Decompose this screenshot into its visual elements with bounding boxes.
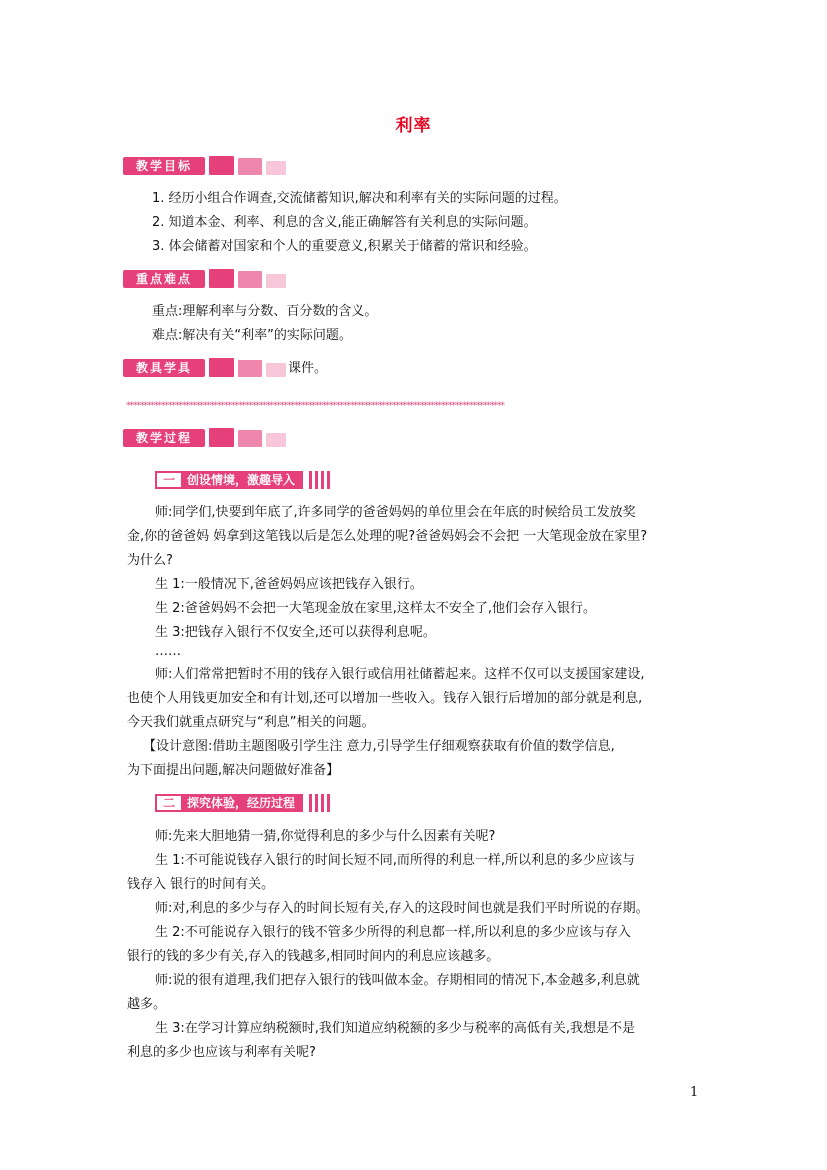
decor-square-icon [238, 158, 262, 175]
paragraph-line: 也使个人用钱更加安全和有计划,还可以增加一些收入。钱存入银行后增加的部分就是利息, [127, 691, 643, 706]
paragraph-line: 【设计意图:借助主题图吸引学生注 意力,引导学生仔细观察获取有价值的数学信息, [143, 739, 615, 754]
subsection-number: 二 [157, 796, 181, 810]
decor-bars-icon [306, 794, 330, 812]
goal-item: 2. 知道本金、利率、利息的含义,能正确解答有关利息的实际问题。 [152, 215, 537, 230]
subsection-header-1 [155, 469, 330, 491]
section-label: 教学目标 [123, 157, 205, 175]
decor-square-icon [238, 360, 262, 377]
paragraph-line: 师:对,利息的多少与存入的时间长短有关,存入的这段时间也就是我们平时所说的存期。 [155, 901, 649, 916]
goal-item: 3. 体会储蓄对国家和个人的重要意义,积累关于储蓄的常识和经验。 [152, 239, 537, 254]
divider-stars: ************************************************************************************************************ [126, 401, 504, 411]
paragraph-line: 为什么? [127, 553, 173, 568]
paragraph-line: 利息的多少也应该与利率有关呢? [127, 1045, 316, 1060]
section-header-tools [123, 355, 327, 377]
section-label: 重点难点 [123, 270, 205, 288]
decor-square-icon [266, 433, 286, 447]
paragraph-line: 生 3:把钱存入银行不仅安全,还可以获得利息呢。 [155, 625, 436, 640]
decor-square-icon [266, 161, 286, 175]
page-number: 1 [690, 1085, 699, 1100]
key-point: 重点:理解利率与分数、百分数的含义。 [152, 304, 378, 319]
paragraph-line: 越多。 [127, 997, 167, 1012]
paragraph-line: 今天我们就重点研究与“利息”相关的问题。 [127, 715, 375, 730]
subsection-title: 创设情境，激趣导入 [181, 471, 301, 489]
decor-square-icon [209, 358, 234, 377]
decor-square-icon [238, 271, 262, 288]
section-header-process [123, 425, 286, 447]
tools-text: 课件。 [288, 361, 328, 376]
paragraph-line: 师:人们常常把暂时不用的钱存入银行或信用社储蓄起来。这样不仅可以支援国家建设, [155, 667, 645, 682]
decor-square-icon [209, 428, 234, 447]
decor-square-icon [209, 156, 234, 175]
section-label: 教学过程 [123, 429, 205, 447]
paragraph-line: 师:同学们,快要到年底了,许多同学的爸爸妈妈的单位里会在年底的时候给员工发放奖 [155, 505, 636, 520]
paragraph-line: 生 2:爸爸妈妈不会把一大笔现金放在家里,这样太不安全了,他们会存入银行。 [155, 601, 597, 616]
paragraph-line: 金,你的爸爸妈 妈拿到这笔钱以后是怎么处理的呢?爸爸妈妈会不会把 一大笔现金放在家里? [127, 529, 648, 544]
decor-square-icon [209, 269, 234, 288]
decor-square-icon [266, 274, 286, 288]
section-header-key [123, 266, 286, 288]
decor-square-icon [266, 363, 286, 377]
subsection-number: 一 [157, 473, 181, 487]
subsection-title: 探究体验，经历过程 [181, 794, 301, 812]
paragraph-line: 生 1:不可能说钱存入银行的时间长短不同,而所得的利息一样,所以利息的多少应该与 [155, 853, 636, 868]
paragraph-line: 生 3:在学习计算应纳税额时,我们知道应纳税额的多少与税率的高低有关,我想是不是 [155, 1021, 636, 1036]
paragraph-line: 为下面提出问题,解决问题做好准备】 [127, 763, 340, 778]
paragraph-line: 师:说的很有道理,我们把存入银行的钱叫做本金。存期相同的情况下,本金越多,利息就 [155, 973, 640, 988]
subsection-header-2 [155, 792, 330, 814]
decor-bars-icon [306, 471, 330, 489]
paragraph-line: 银行的钱的多少有关,存入的钱越多,相同时间内的利息应该越多。 [127, 949, 500, 964]
difficult-point: 难点:解决有关“利率”的实际问题。 [152, 328, 352, 343]
goal-item: 1. 经历小组合作调查,交流储蓄知识,解决和利率有关的实际问题的过程。 [152, 191, 567, 206]
paragraph-line: …… [155, 644, 181, 659]
paragraph-line: 师:先来大胆地猜一猜,你觉得利息的多少与什么因素有关呢? [155, 829, 496, 844]
page-title: 利率 [395, 116, 432, 136]
paragraph-line: 生 1:一般情况下,爸爸妈妈应该把钱存入银行。 [155, 577, 423, 592]
paragraph-line: 生 2:不可能说存入银行的钱不管多少所得的利息都一样,所以利息的多少应该与存入 [155, 925, 631, 940]
paragraph-line: 钱存入 银行的时间有关。 [127, 877, 275, 892]
decor-square-icon [238, 430, 262, 447]
section-header-goals [123, 153, 286, 175]
section-label: 教具学具 [123, 359, 205, 377]
